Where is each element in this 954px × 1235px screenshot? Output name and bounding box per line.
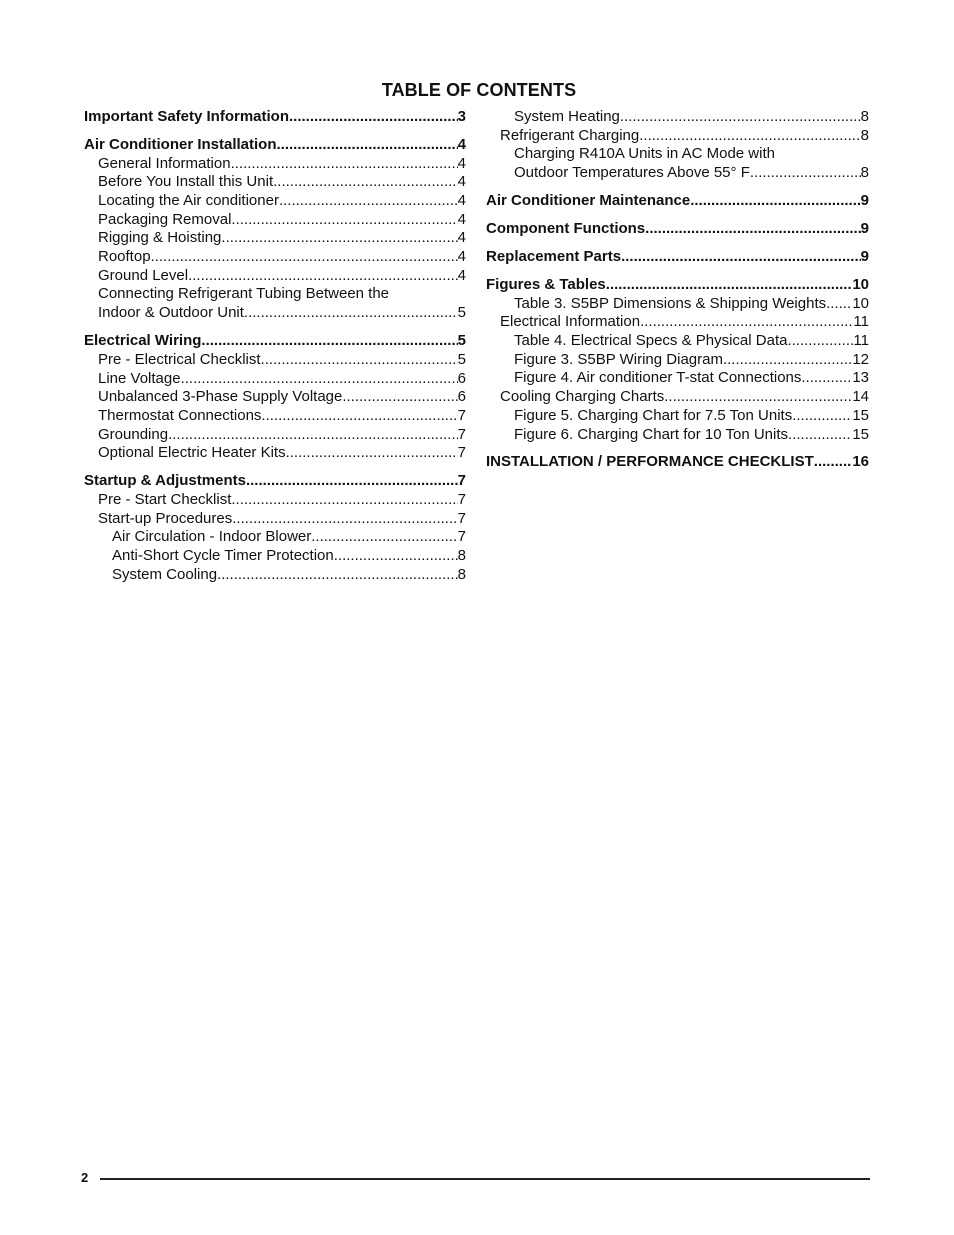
toc-entry-page: 3 — [457, 108, 466, 125]
dot-leader — [217, 566, 458, 585]
toc-entry-label: Indoor & Outdoor Unit — [98, 304, 244, 322]
toc-entry-general-information[interactable] — [84, 155, 466, 174]
toc-entry-important-safety-information[interactable] — [84, 108, 466, 127]
toc-entry-before-you-install-this-unit[interactable] — [84, 173, 466, 192]
toc-entry-page: 4 — [457, 210, 466, 228]
dot-leader — [168, 426, 458, 445]
dot-leader — [792, 407, 852, 426]
toc-entry-outdoor-temperatures-above-55-f[interactable] — [486, 164, 869, 183]
toc-entry-page: 4 — [457, 192, 466, 210]
toc-entry-grounding[interactable] — [84, 426, 466, 445]
toc-entry-label: Start-up Procedures — [98, 509, 233, 527]
toc-entry-label: System Heating — [514, 108, 620, 125]
dot-leader — [289, 108, 458, 127]
toc-entry-label: Anti-Short Cycle Timer Protection — [112, 547, 334, 565]
toc-entry-page: 4 — [457, 248, 466, 266]
toc-entry-label: Important Safety Information — [84, 108, 290, 125]
toc-entry-page: 10 — [852, 294, 869, 312]
dot-leader — [181, 370, 458, 389]
toc-entry-label: Figure 3. S5BP Wiring Diagram — [514, 350, 723, 368]
dot-leader — [334, 547, 458, 566]
toc-entry-page: 6 — [457, 388, 466, 406]
toc-entry-pre-start-checklist[interactable] — [84, 491, 466, 510]
dot-leader — [261, 407, 457, 426]
toc-entry-startup-adjustments[interactable] — [84, 472, 466, 491]
toc-entry-page: 6 — [457, 369, 466, 387]
toc-entry-label: Replacement Parts — [486, 248, 622, 266]
dot-leader — [286, 444, 458, 463]
toc-entry-table-3-s5bp-dimensions-shipping-weights[interactable] — [486, 295, 869, 314]
dot-leader — [787, 332, 853, 351]
dot-leader — [826, 295, 852, 314]
toc-entry-cooling-charging-charts[interactable] — [486, 388, 869, 407]
toc-entry-page: 14 — [852, 388, 869, 406]
toc-entry-label: Figure 6. Charging Chart for 10 Ton Units — [514, 425, 789, 443]
toc-entry-page: 5 — [457, 350, 466, 368]
toc-entry-label: Cooling Charging Charts — [500, 388, 665, 406]
toc-entry-page: 13 — [852, 369, 869, 387]
toc-entry-label: Outdoor Temperatures Above 55° F — [514, 164, 750, 182]
toc-entry-label: Packaging Removal — [98, 210, 232, 228]
dot-leader — [232, 510, 457, 529]
toc-entry-page: 5 — [457, 304, 466, 322]
toc-entry-label: Optional Electric Heater Kits — [98, 444, 286, 462]
dot-leader — [814, 453, 853, 472]
toc-entry-label: Thermostat Connections — [98, 406, 262, 424]
toc-entry-figures-tables[interactable] — [486, 276, 869, 295]
toc-entry-refrigerant-charging[interactable] — [486, 127, 869, 146]
dot-leader — [151, 248, 458, 267]
toc-entry-label: Component Functions — [486, 220, 646, 238]
toc-entry-label: Pre - Electrical Checklist — [98, 350, 261, 368]
dot-leader — [750, 164, 861, 183]
toc-entry-charging-r410a-units-in-ac-mode-with[interactable] — [486, 145, 869, 164]
toc-entry-component-functions[interactable] — [486, 220, 869, 239]
toc-entry-label: Table 3. S5BP Dimensions & Shipping Weights — [514, 294, 827, 312]
toc-entry-page: 11 — [853, 313, 869, 331]
toc-title: TABLE OF CONTENTS — [381, 80, 577, 100]
toc-entry-page: 4 — [457, 135, 466, 153]
toc-entry-page: 8 — [457, 565, 466, 583]
toc-entry-label: Ground Level — [98, 266, 189, 284]
toc-entry-label: Rooftop — [98, 248, 151, 266]
toc-entry-page: 4 — [457, 173, 466, 191]
toc-entry-ground-level[interactable] — [84, 267, 466, 286]
toc-entry-page: 4 — [457, 266, 466, 284]
toc-entry-label: Startup & Adjustments — [84, 472, 246, 490]
toc-entry-rigging-hoisting[interactable] — [84, 229, 466, 248]
toc-entry-label: INSTALLATION / PERFORMANCE CHECKLIST — [486, 453, 814, 471]
dot-leader — [201, 332, 457, 351]
toc-entry-page: 8 — [457, 547, 466, 565]
dot-leader — [188, 267, 458, 286]
toc-right-column — [486, 108, 869, 472]
dot-leader — [640, 313, 853, 332]
toc-entry-page: 4 — [457, 154, 466, 172]
toc-entry-page: 12 — [852, 350, 869, 368]
toc-entry-label: Unbalanced 3-Phase Supply Voltage — [98, 388, 343, 406]
dot-leader — [690, 192, 860, 211]
toc-entry-label: Pre - Start Checklist — [98, 490, 232, 508]
toc-entry-label: Grounding — [98, 425, 169, 443]
toc-entry-label: Line Voltage — [98, 369, 181, 387]
dot-leader — [231, 491, 457, 510]
toc-entry-installation-performance-checklist[interactable] — [486, 453, 869, 472]
toc-entry-figure-3-s5bp-wiring-diagram[interactable] — [486, 351, 869, 370]
toc-entry-replacement-parts[interactable] — [486, 248, 869, 267]
toc-entry-electrical-wiring[interactable] — [84, 332, 466, 351]
toc-entry-figure-5-charging-chart-for-7-5-ton-units[interactable] — [486, 407, 869, 426]
toc-entry-page: 8 — [860, 164, 869, 182]
dot-leader — [231, 155, 458, 174]
toc-entry-indoor-outdoor-unit[interactable] — [84, 304, 466, 323]
toc-entry-table-4-electrical-specs-physical-data[interactable] — [486, 332, 869, 351]
toc-entry-electrical-information[interactable] — [486, 313, 869, 332]
dot-leader — [311, 528, 457, 547]
toc-entry-label: Figure 5. Charging Chart for 7.5 Ton Units — [514, 406, 793, 424]
dot-leader — [606, 276, 853, 295]
footer-divider — [100, 1178, 870, 1180]
dot-leader — [221, 229, 457, 248]
toc-entry-page: 4 — [457, 229, 466, 247]
toc-entry-locating-the-air-conditioner[interactable] — [84, 192, 466, 211]
dot-leader — [788, 426, 852, 445]
dot-leader — [246, 472, 458, 491]
toc-entry-label: Refrigerant Charging — [500, 126, 640, 144]
toc-entry-line-voltage[interactable] — [84, 370, 466, 389]
dot-leader — [801, 369, 852, 388]
toc-entry-connecting-refrigerant-tubing-between-the[interactable] — [84, 285, 466, 304]
toc-entry-label: Figures & Tables — [486, 276, 606, 293]
dot-leader — [639, 127, 860, 146]
toc-entry-page: 7 — [457, 472, 466, 490]
dot-leader — [244, 304, 458, 323]
dot-leader — [645, 220, 861, 239]
dot-leader — [277, 136, 458, 155]
toc-entry-air-circulation-indoor-blower[interactable] — [84, 528, 466, 547]
toc-entry-label: Electrical Wiring — [84, 332, 202, 350]
toc-entry-air-conditioner-installation[interactable] — [84, 136, 466, 155]
toc-entry-air-conditioner-maintenance[interactable] — [486, 192, 869, 211]
toc-entry-label: Before You Install this Unit — [98, 173, 274, 191]
toc-entry-thermostat-connections[interactable] — [84, 407, 466, 426]
toc-entry-system-cooling[interactable] — [84, 566, 466, 585]
dot-leader — [723, 351, 852, 370]
toc-entry-figure-6-charging-chart-for-10-ton-units[interactable] — [486, 426, 869, 445]
toc-entry-figure-4-air-conditioner-t-stat-connections[interactable] — [486, 369, 869, 388]
toc-entry-page: 10 — [852, 276, 869, 293]
toc-entry-label: Figure 4. Air conditioner T-stat Connections — [514, 369, 802, 387]
toc-entry-page: 7 — [457, 444, 466, 462]
toc-entry-page: 7 — [457, 425, 466, 443]
toc-entry-label: Charging R410A Units in AC Mode with — [514, 145, 775, 163]
toc-entry-label: Air Circulation - Indoor Blower — [112, 528, 312, 546]
toc-entry-page: 15 — [852, 425, 869, 443]
toc-entry-unbalanced-3-phase-supply-voltage[interactable] — [84, 388, 466, 407]
toc-entry-page: 15 — [852, 406, 869, 424]
toc-entry-page: 7 — [457, 490, 466, 508]
dot-leader — [621, 248, 861, 267]
toc-entry-page: 7 — [457, 528, 466, 546]
toc-entry-page: 9 — [860, 192, 869, 210]
toc-entry-page: 11 — [853, 332, 869, 350]
toc-entry-anti-short-cycle-timer-protection[interactable] — [84, 547, 466, 566]
toc-entry-page: 16 — [852, 453, 869, 471]
toc-entry-label: Rigging & Hoisting — [98, 229, 222, 247]
toc-entry-label: System Cooling — [112, 565, 218, 583]
toc-entry-optional-electric-heater-kits[interactable] — [84, 444, 466, 463]
toc-entry-page: 8 — [860, 126, 869, 144]
dot-leader — [231, 211, 457, 230]
dot-leader — [273, 173, 458, 192]
toc-left-column — [84, 108, 466, 584]
toc-entry-start-up-procedures[interactable] — [84, 510, 466, 529]
dot-leader — [342, 388, 457, 407]
toc-entry-packaging-removal[interactable] — [84, 211, 466, 230]
toc-entry-label: Table 4. Electrical Specs & Physical Data — [514, 332, 788, 350]
dot-leader — [620, 108, 861, 127]
toc-entry-page: 8 — [860, 108, 869, 125]
page-number: 2 — [81, 1170, 89, 1185]
toc-entry-page: 9 — [860, 220, 869, 238]
toc-entry-label: Locating the Air conditioner — [98, 192, 279, 210]
toc-entry-label: Air Conditioner Installation — [84, 135, 277, 153]
dot-leader — [261, 351, 458, 370]
toc-entry-rooftop[interactable] — [84, 248, 466, 267]
dot-leader — [279, 192, 458, 211]
dot-leader — [664, 388, 852, 407]
toc-entry-label: Electrical Information — [500, 313, 641, 331]
toc-entry-label: Connecting Refrigerant Tubing Between the — [98, 285, 390, 303]
toc-entry-page: 9 — [860, 248, 869, 266]
toc-entry-page: 7 — [457, 406, 466, 424]
toc-entry-page: 7 — [457, 509, 466, 527]
toc-entry-system-heating[interactable] — [486, 108, 869, 127]
toc-entry-label: General Information — [98, 154, 231, 172]
toc-entry-page: 5 — [457, 332, 466, 350]
toc-entry-label: Air Conditioner Maintenance — [486, 192, 691, 210]
toc-entry-pre-electrical-checklist[interactable] — [84, 351, 466, 370]
